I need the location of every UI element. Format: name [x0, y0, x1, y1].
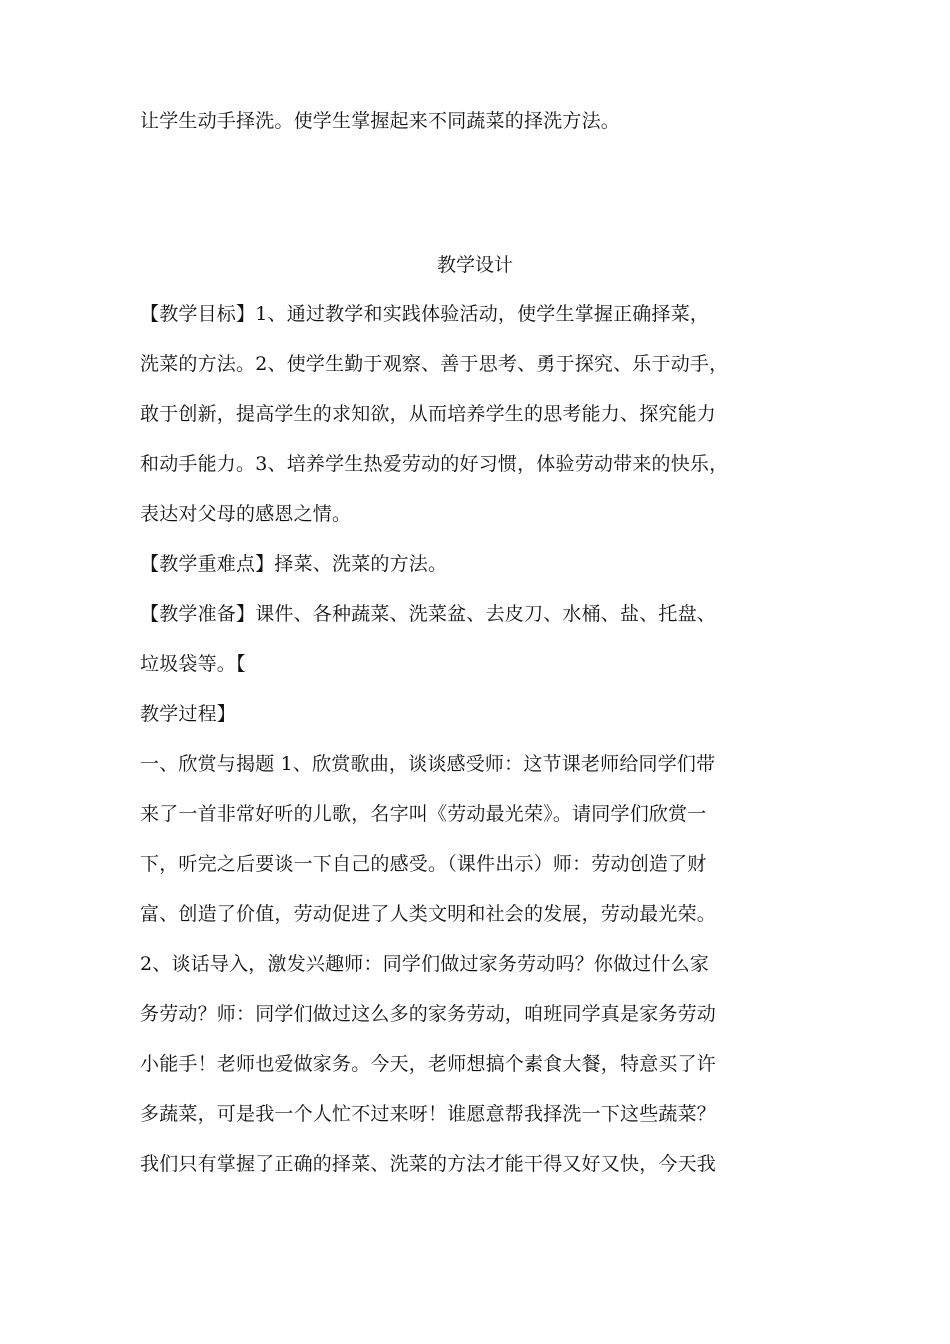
paragraph-line: 洗菜的方法。2、使学生勤于观察、善于思考、勇于探究、乐于动手，	[140, 353, 729, 375]
paragraph-line: 【教学目标】1、通过教学和实践体验活动，使学生掌握正确择菜，	[140, 303, 710, 325]
paragraph-line: 敢于创新，提高学生的求知欲，从而培养学生的思考能力、探究能力	[140, 403, 717, 425]
paragraph-line: 下，听完之后要谈一下自己的感受。（课件出示）师：劳动创造了财	[140, 853, 707, 875]
paragraph-line: 表达对父母的感恩之情。	[140, 503, 352, 525]
paragraph-line: 富、创造了价值，劳动促进了人类文明和社会的发展，劳动最光荣。	[140, 903, 717, 925]
intro-text: 让学生动手择洗。使学生掌握起来不同蔬菜的择洗方法。	[140, 110, 621, 132]
paragraph-line: 来了一首非常好听的儿歌，名字叫《劳动最光荣》。请同学们欣赏一	[140, 803, 707, 825]
paragraph-line: 小能手！老师也爱做家务。今天，老师想搞个素食大餐，特意买了许	[140, 1053, 717, 1075]
paragraph-line: 垃圾袋等。【	[140, 653, 246, 675]
paragraph-line: 【教学准备】课件、各种蔬菜、洗菜盆、去皮刀、水桶、盐、托盘、	[140, 603, 717, 625]
paragraph-line: 2、谈话导入，激发兴趣师：同学们做过家务劳动吗？你做过什么家	[140, 953, 710, 975]
paragraph-line: 和动手能力。3、培养学生热爱劳动的好习惯，体验劳动带来的快乐，	[140, 453, 729, 475]
section-title: 教学设计	[436, 254, 513, 276]
paragraph-line: 教学过程】	[140, 703, 237, 725]
paragraph-line: 多蔬菜，可是我一个人忙不过来呀！谁愿意帮我择洗一下这些蔬菜？	[140, 1103, 717, 1125]
paragraph-line: 我们只有掌握了正确的择菜、洗菜的方法才能干得又好又快，今天我	[140, 1153, 717, 1175]
paragraph-line: 一、欣赏与揭题 1、欣赏歌曲，谈谈感受师：这节课老师给同学们带	[140, 753, 716, 775]
paragraph-line: 务劳动？师：同学们做过这么多的家务劳动，咱班同学真是家务劳动	[140, 1003, 717, 1025]
paragraph-line: 【教学重难点】择菜、洗菜的方法。	[140, 553, 448, 575]
